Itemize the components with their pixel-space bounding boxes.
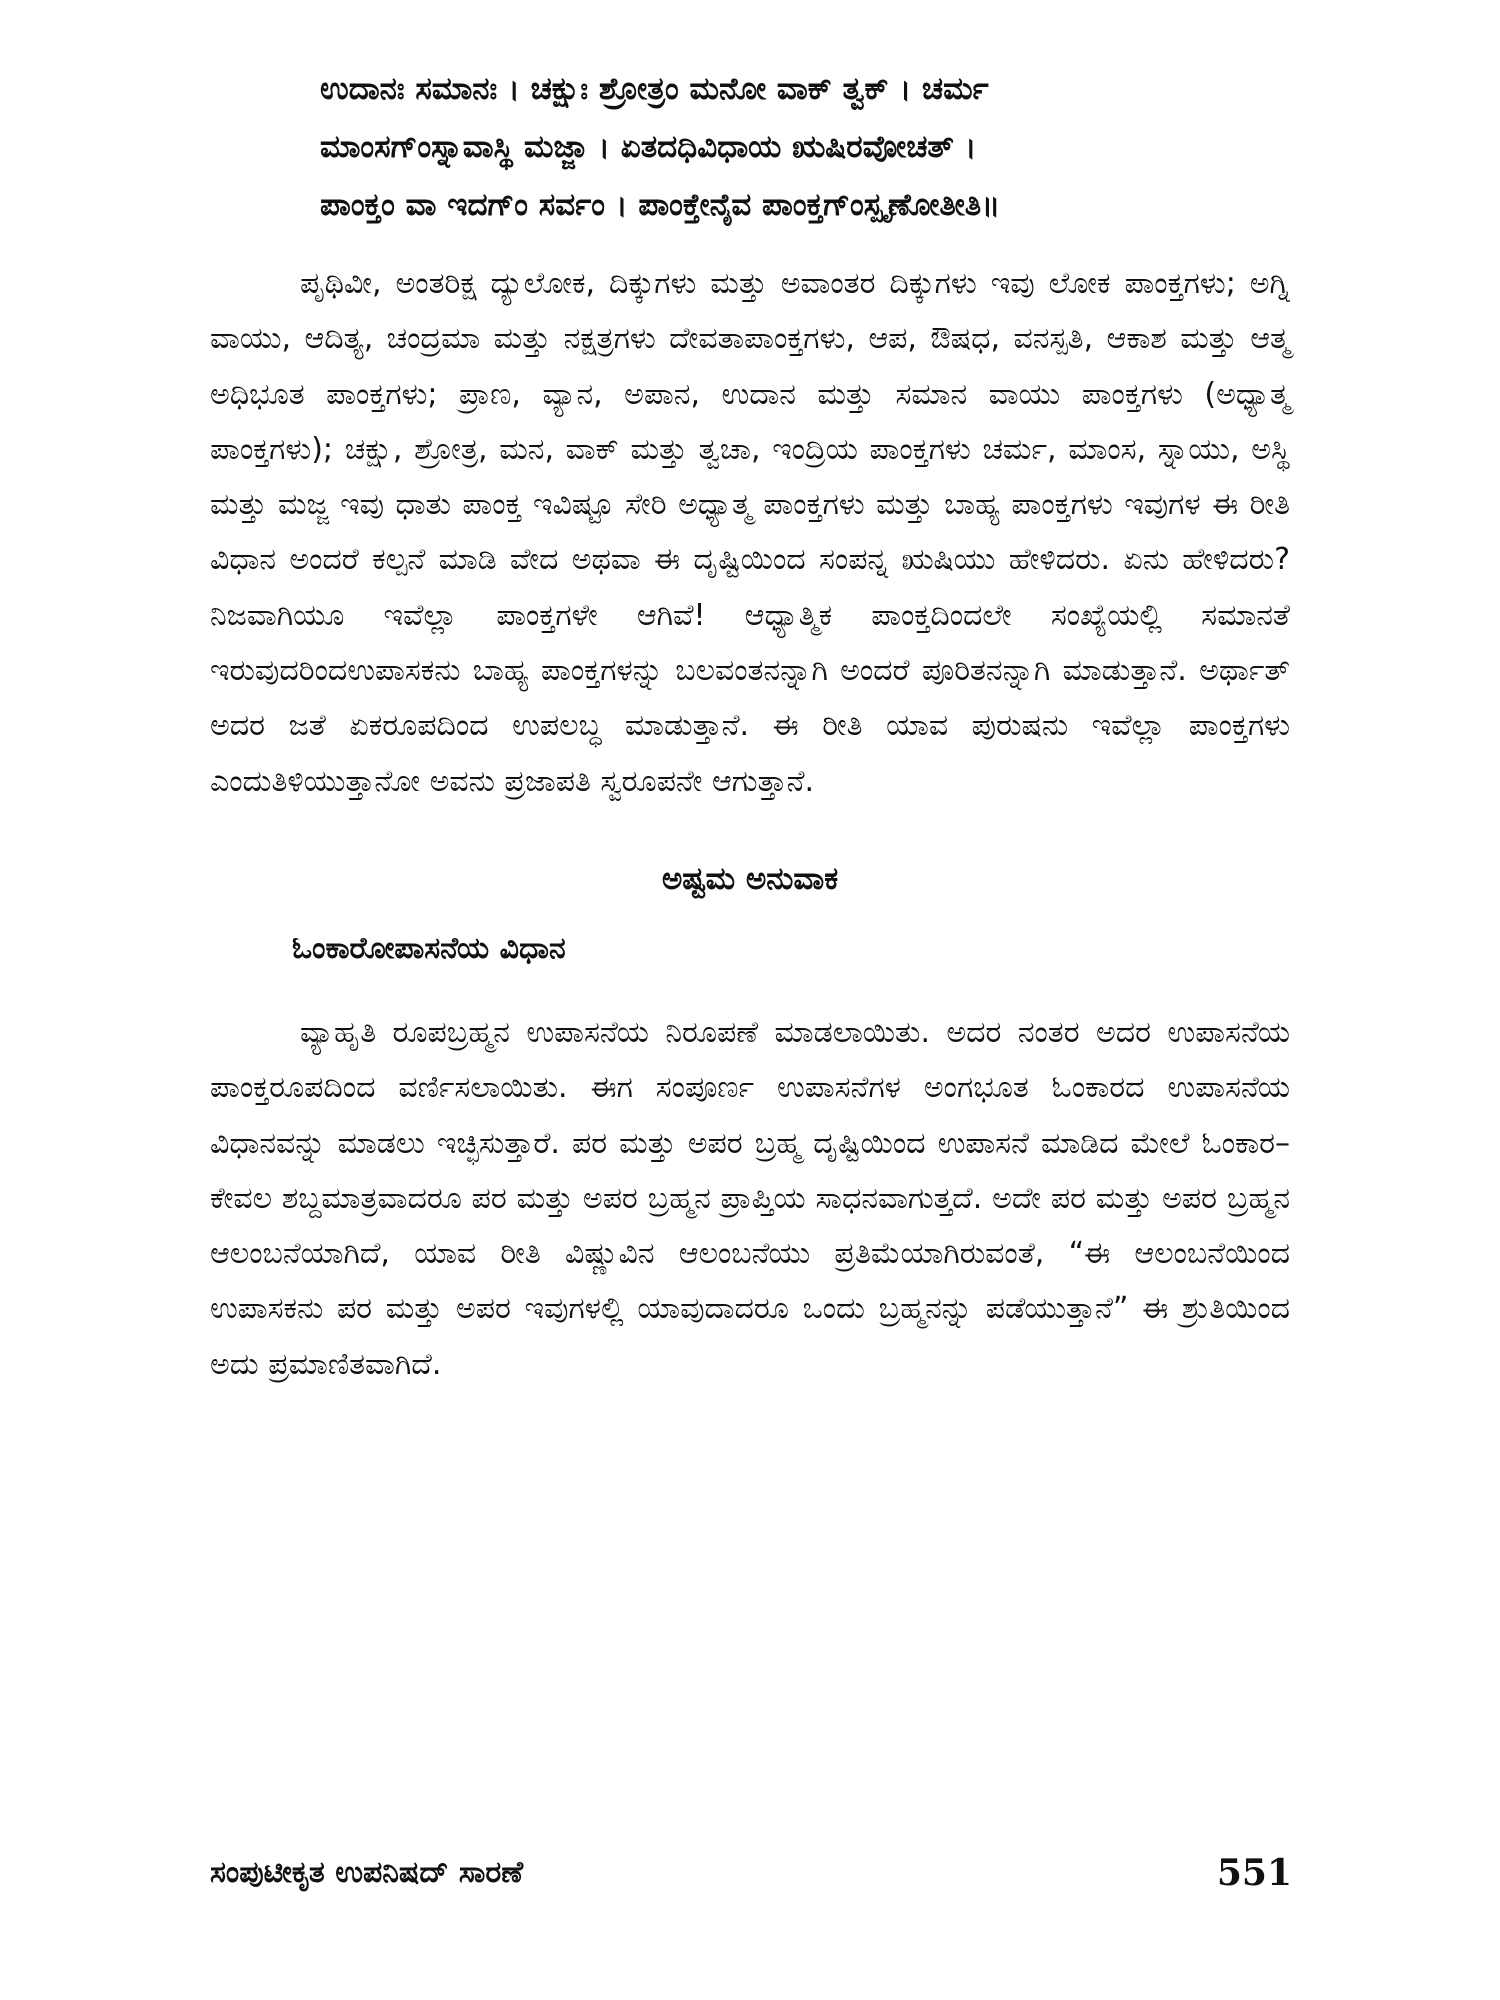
page-body (210, 60, 1290, 1392)
verse-line: ಪಾಂಕ್ತಂ ವಾ ಇದಗ್‌ಂ ಸರ್ವಂ । ಪಾಂಕ್ತೇನೈವ ಪಾಂಕ್ತಗ್‌ಂಸ್ಪೃಣೋತೀತಿ॥ (320, 187, 1001, 223)
book-title: ಸಂಪುಟೀಕೃತ ಉಪನಿಷದ್ ಸಾರಣೆ (210, 1855, 524, 1890)
page-number: 551 (1216, 1852, 1292, 1894)
verse-line: ಮಾಂಸಗ್‌ಂಸ್ನಾವಾಸ್ಥಿ ಮಜ್ಜಾ । ಏತದಧಿವಿಧಾಯ ಋಷಿರವೋಚತ್ । (320, 129, 977, 165)
paragraph-omkara: ವ್ಯಾಹೃತಿ ರೂಪಬ್ರಹ್ಮನ ಉಪಾಸನೆಯ ನಿರೂಪಣೆ ಮಾಡಲಾಯಿತು. ಅದರ ನಂತರ ಅದರ ಉಪಾಸನೆಯ ಪಾಂಕ್ತರೂಪದಿಂದ ವರ್ಣಿಸಲಾಯಿತು. ಈಗ ಸಂಪೂರ್ಣ ಉಪಾಸನೆಗಳ ಅಂಗಭೂತ ಓಂಕಾರದ ಉಪಾಸನೆಯ ವಿಧಾನವನ್ನು ಮಾಡಲು ಇಚ್ಛಿಸುತ್ತಾರೆ. ಪರ ಮತ್ತು ಅಪರ ಬ್ರಹ್ಮ ದೃಷ್ಟಿಯಿಂದ ಉಪಾಸನೆ ಮಾಡಿದ ಮೇಲೆ ಓಂಕಾರ– ಕೇವಲ ಶಬ್ದಮಾತ್ರವಾದರೂ ಪರ ಮತ್ತು ಅಪರ ಬ್ರಹ್ಮನ ಪ್ರಾಪ್ತಿಯ ಸಾಧನವಾಗುತ್ತದೆ. ಅದೇ ಪರ ಮತ್ತು ಅಪರ ಬ್ರಹ್ಮನ ಆಲಂಬನೆಯಾಗಿದೆ, ಯಾವ ರೀತಿ ವಿಷ್ಣುವಿನ ಆಲಂಬನೆಯು ಪ್ರತಿಮೆಯಾಗಿರುವಂತೆ, “ಈ ಆಲಂಬನೆಯಿಂದ ಉಪಾಸಕನು ಪರ ಮತ್ತು ಅಪರ ಇವುಗಳಲ್ಲಿ ಯಾವುದಾದರೂ ಒಂದು ಬ್ರಹ್ಮನನ್ನು ಪಡೆಯುತ್ತಾನೆ” ಈ ಶ್ರುತಿಯಿಂದ ಅದು ಪ್ರಮಾಣಿತವಾಗಿದೆ. (210, 1014, 1290, 1382)
section-subheading: ಓಂಕಾರೋಪಾಸನೆಯ ವಿಧಾನ (292, 930, 566, 966)
page-footer (210, 1848, 1292, 1898)
paragraph-commentary: ಪೃಥಿವೀ, ಅಂತರಿಕ್ಷ ದ್ಯುಲೋಕ, ದಿಕ್ಕುಗಳು ಮತ್ತು ಅವಾಂತರ ದಿಕ್ಕುಗಳು ಇವು ಲೋಕ ಪಾಂಕ್ತಗಳು; ಅಗ್ನಿ ವಾಯು, ಆದಿತ್ಯ, ಚಂದ್ರಮಾ ಮತ್ತು ನಕ್ಷತ್ರಗಳು ದೇವತಾಪಾಂಕ್ತಗಳು, ಆಪ, ಔಷಧ, ವನಸ್ಪತಿ, ಆಕಾಶ ಮತ್ತು ಆತ್ಮ ಅಧಿಭೂತ ಪಾಂಕ್ತಗಳು; ಪ್ರಾಣ, ವ್ಯಾನ, ಅಪಾನ, ಉದಾನ ಮತ್ತು ಸಮಾನ ವಾಯು ಪಾಂಕ್ತಗಳು (ಅಧ್ಯಾತ್ಮ ಪಾಂಕ್ತಗಳು); ಚಕ್ಷು, ಶ್ರೋತ್ರ, ಮನ, ವಾಕ್ ಮತ್ತು ತ್ವಚಾ, ಇಂದ್ರಿಯ ಪಾಂಕ್ತಗಳು ಚರ್ಮ, ಮಾಂಸ, ಸ್ನಾಯು, ಅಸ್ಥಿ ಮತ್ತು ಮಜ್ಜ ಇವು ಧಾತು ಪಾಂಕ್ತ ಇವಿಷ್ಟೂ ಸೇರಿ ಅಧ್ಯಾತ್ಮ ಪಾಂಕ್ತಗಳು ಮತ್ತು ಬಾಹ್ಯ ಪಾಂಕ್ತಗಳು ಇವುಗಳ ಈ ರೀತಿ ವಿಧಾನ ಅಂದರೆ ಕಲ್ಪನೆ ಮಾಡಿ ವೇದ ಅಥವಾ ಈ ದೃಷ್ಟಿಯಿಂದ ಸಂಪನ್ನ ಋಷಿಯು ಹೇಳಿದರು. ಏನು ಹೇಳಿದರು? ನಿಜವಾಗಿಯೂ ಇವೆಲ್ಲಾ ಪಾಂಕ್ತಗಳೇ ಆಗಿವೆ! ಆಧ್ಯಾತ್ಮಿಕ ಪಾಂಕ್ತದಿಂದಲೇ ಸಂಖ್ಯೆಯಲ್ಲಿ ಸಮಾನತೆ ಇರುವುದರಿಂದಉಪಾಸಕನು ಬಾಹ್ಯ ಪಾಂಕ್ತಗಳನ್ನು ಬಲವಂತನನ್ನಾಗಿ ಅಂದರೆ ಪೂರಿತನನ್ನಾಗಿ ಮಾಡುತ್ತಾನೆ. ಅರ್ಥಾತ್ ಅದರ ಜತೆ ಏಕರೂಪದಿಂದ ಉಪಲಬ್ಧ ಮಾಡುತ್ತಾನೆ. ಈ ರೀತಿ ಯಾವ ಪುರುಷನು ಇವೆಲ್ಲಾ ಪಾಂಕ್ತಗಳು ಎಂದುತಿಳಿಯುತ್ತಾನೋ ಅವನು ಪ್ರಜಾಪತಿ ಸ್ವರೂಪನೇ ಆಗುತ್ತಾನೆ. (210, 266, 1290, 799)
sanskrit-verse (320, 60, 1290, 234)
verse-line: ಉದಾನಃ ಸಮಾನಃ । ಚಕ್ಷುಃ ಶ್ರೋತ್ರಂ ಮನೋ ವಾಕ್ ತ್ವಕ್ । ಚರ್ಮ (320, 71, 989, 107)
section-heading: ಅಷ್ಟಮ ಅನುವಾಕ (661, 860, 839, 897)
